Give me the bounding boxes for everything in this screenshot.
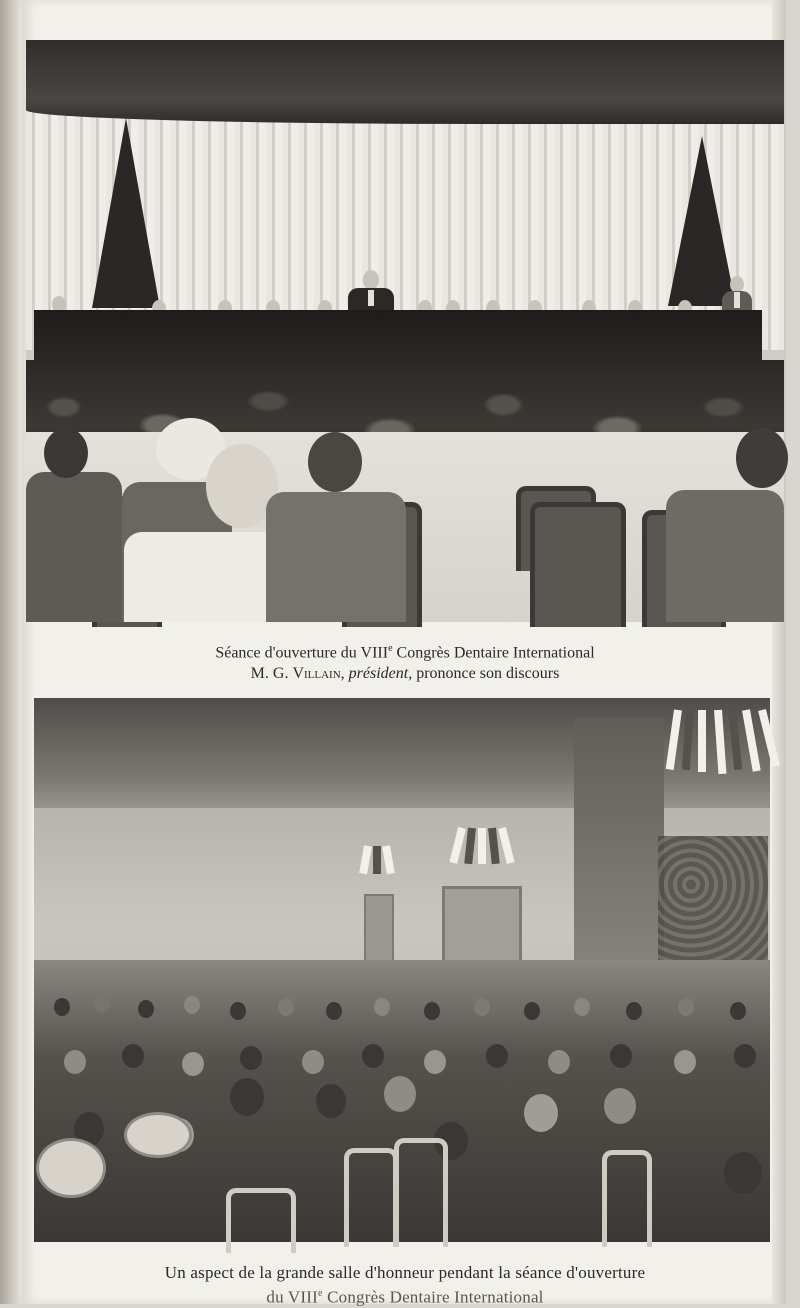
caption-top-line2-suffix: , prononce son discours (408, 665, 560, 683)
caption-bottom-line2-suffix: Congrès Dentaire International (322, 1287, 544, 1307)
stage-valance (26, 40, 784, 124)
caption-top-line1 (26, 638, 784, 663)
caption-bottom (26, 1262, 784, 1307)
caption-bottom-line2-prefix: du VIII (266, 1287, 318, 1307)
chair (226, 1188, 296, 1253)
caption-bottom-sup: e (317, 1288, 323, 1299)
audience-member (666, 490, 784, 622)
book-spine (0, 0, 22, 1304)
chair (530, 502, 626, 627)
chair (394, 1138, 448, 1247)
caption-top-role: président (348, 665, 409, 683)
caption-top-sup: e (388, 643, 393, 654)
caption-top-name: Villain (292, 665, 341, 683)
photo-opening-session-stage (26, 40, 784, 622)
caption-top-line2 (26, 663, 784, 684)
caption-top-line2-prefix: M. G. (250, 665, 293, 683)
caption-top (26, 638, 784, 684)
audience-member (266, 492, 406, 622)
chair (344, 1148, 398, 1247)
caption-top-line1-text: Séance d'ouverture du VIII (215, 644, 389, 662)
caption-top-line1-suffix: Congrès Dentaire International (392, 644, 595, 662)
hat (124, 1112, 192, 1158)
caption-top-sep: , (340, 665, 349, 683)
audience-member (26, 472, 122, 622)
hat (36, 1138, 106, 1198)
caption-bottom-line1: Un aspect de la grande salle d'honneur pendant la séance d'ouverture (164, 1263, 646, 1282)
chair (602, 1150, 652, 1247)
photo-grand-hall (34, 698, 770, 1242)
caption-bottom-line2 (26, 1283, 784, 1307)
